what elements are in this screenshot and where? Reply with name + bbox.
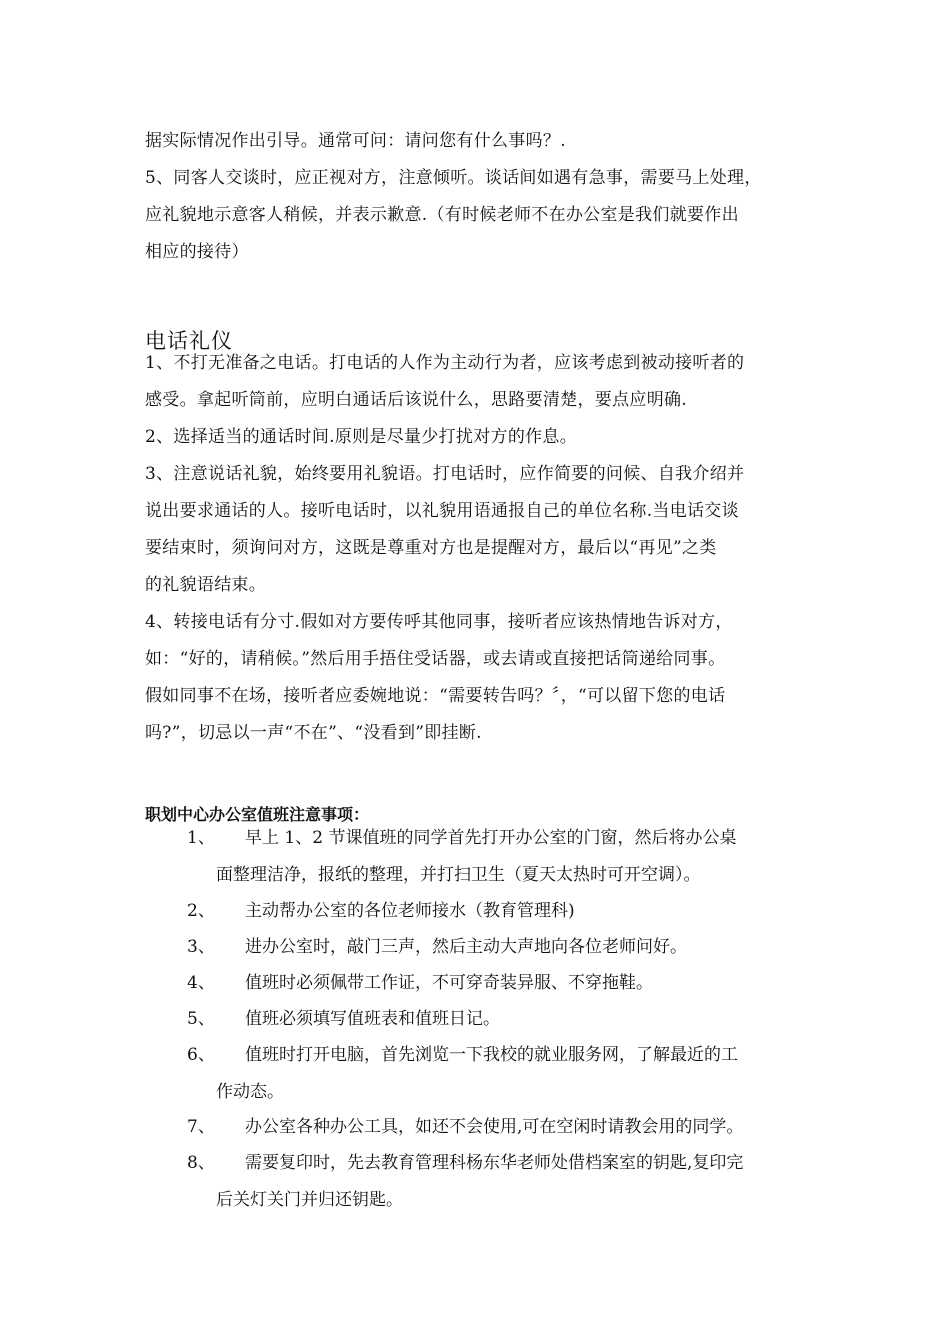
list-item-number: 8、 (187, 1153, 215, 1173)
intro-line: 5、同客人交谈时，应正视对方，注意倾听。谈话间如遇有急事，需要马上处理， (145, 168, 762, 188)
list-item-continuation: 作动态。 (216, 1082, 284, 1102)
phone-line: 说出要求通话的人。接听电话时，以礼貌用语通报自己的单位名称.当电话交谈 (145, 501, 739, 521)
list-item-number: 6、 (187, 1045, 215, 1065)
intro-line: 相应的接待） (145, 242, 249, 262)
phone-line: 4、转接电话有分寸.假如对方要传呼其他同事，接听者应该热情地告诉对方， (145, 612, 733, 632)
list-item-text: 值班时打开电脑，首先浏览一下我校的就业服务网，了解最近的工 (245, 1045, 738, 1065)
list-item-number: 7、 (187, 1117, 215, 1137)
list-item-text: 早上 1、2 节课值班的同学首先打开办公室的门窗，然后将办公桌 (245, 828, 737, 848)
list-item-text: 需要复印时，先去教育管理科杨东华老师处借档案室的钥匙,复印完 (245, 1153, 744, 1173)
list-item-continuation: 面整理洁净，报纸的整理，并打扫卫生（夏天太热时可开空调）。 (216, 865, 701, 885)
list-item-number: 3、 (187, 937, 215, 957)
phone-line: 要结束时，须询问对方，这既是尊重对方也是提醒对方，最后以“再见”之类 (145, 538, 717, 558)
phone-line: 1、不打无准备之电话。打电话的人作为主动行为者，应该考虑到被动接听者的 (145, 353, 745, 373)
list-item-text: 进办公室时，敲门三声，然后主动大声地向各位老师问好。 (245, 937, 687, 957)
list-item-number: 2、 (187, 901, 215, 921)
phone-line: 感受。拿起听筒前，应明白通话后该说什么，思路要清楚，要点应明确. (145, 390, 688, 410)
section-title-duty: 职划中心办公室值班注意事项： (145, 805, 370, 824)
intro-line: 应礼貌地示意客人稍候，并表示歉意.（有时候老师不在办公室是我们就要作出 (145, 205, 739, 225)
intro-line: 据实际情况作出引导。通常可问：请问您有什么事吗？. (145, 131, 566, 151)
phone-line: 假如同事不在场，接听者应委婉地说：“需要转告吗？〞，“可以留下您的电话 (145, 686, 726, 706)
list-item-text: 主动帮办公室的各位老师接水（教育管理科) (245, 901, 575, 921)
list-item-number: 1、 (187, 828, 215, 848)
list-item-continuation: 后关灯关门并归还钥匙。 (216, 1190, 403, 1210)
phone-line: 吗?”，切忌以一声“不在”、“没看到”即挂断. (145, 723, 482, 743)
phone-line: 2、选择适当的通话时间.原则是尽量少打扰对方的作息。 (145, 427, 578, 447)
list-item-text: 值班必须填写值班表和值班日记。 (245, 1009, 500, 1029)
phone-line: 如：“好的，请稍候。”然后用手捂住受话器，或去请或直接把话筒递给同事。 (145, 649, 726, 669)
phone-paragraph (145, 345, 825, 752)
list-item-text: 值班时必须佩带工作证，不可穿奇装异服、不穿拖鞋。 (245, 973, 653, 993)
phone-line: 3、注意说话礼貌，始终要用礼貌语。打电话时，应作简要的问候、自我介绍并 (145, 464, 745, 484)
list-item-number: 4、 (187, 973, 215, 993)
list-item-text: 办公室各种办公工具，如还不会使用,可在空闲时请教会用的同学。 (245, 1117, 744, 1137)
phone-line: 的礼貌语结束。 (145, 575, 267, 595)
section-title-phone: 电话礼仪 (145, 329, 233, 353)
list-item-number: 5、 (187, 1009, 215, 1029)
intro-paragraph (145, 123, 825, 271)
